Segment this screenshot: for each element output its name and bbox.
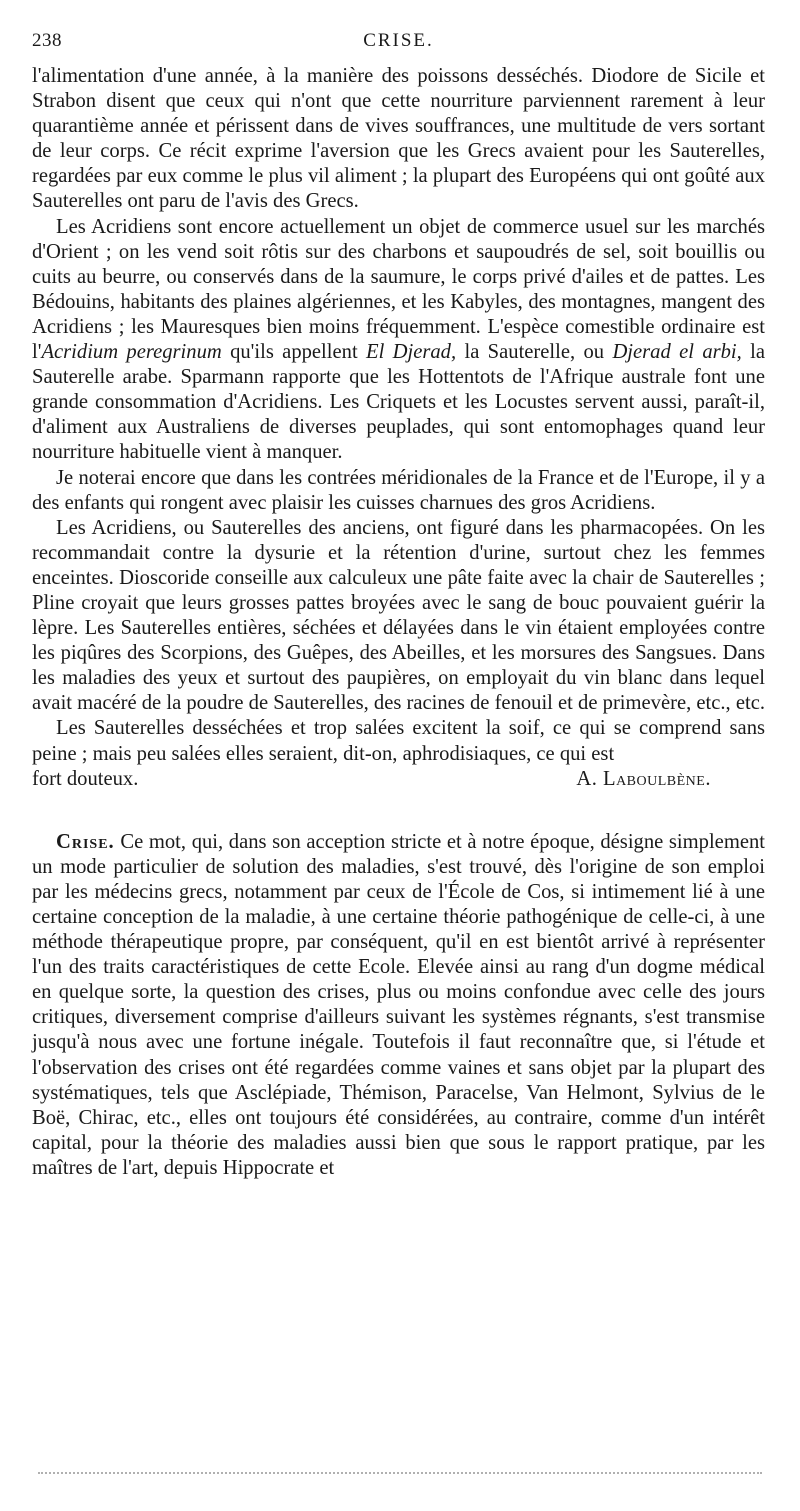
article-text: Ce mot, qui, dans son acception stricte et à notre époque, désigne simplement un mode particulier de solution des maladies, s'est trouvé, dès l'origine de son emploi par les médecins grecs, notamment par ceux de l'École de Cos, si intimement lié à une certaine conception de la maladie, à une certaine théorie pathogénique de celle-ci, à une méthode thérapeutique propre, par conséquent, qu'il en est bientôt arrivé à représenter l'un des traits caractéristiques de cette Ecole. Elevée ainsi au rang d'un dogme médical en quelque sorte, la question des crises, plus ou moins confondue avec celle des jours critiques, diversement comprise d'ailleurs suivant les systèmes régnants, s'est transmise jusqu'à nous avec une fortune inégale. Toutefois il faut reconnaître que, si l'étude et l'observation des crises ont été regardées comme vaines et sans objet par la plupart des systématiques, tels que Asclépiade, Thémison, Paracelse, Van Helmont, Sylvius de le Boë, Chirac, etc., elles ont toujours été considérées, au contraire, comme d'un intérêt capital, pour la théorie des maladies aussi bien que sous le rapport pratique, par les maîtres de l'art, depuis Hippocrate et	[32, 830, 765, 1179]
text-span: qu'ils appellent	[221, 341, 366, 364]
text-span: Les Acridiens sont encore actuellement un objet de commerce usuel sur les marchés d'Orient ; on les vend soit rôtis sur des charbons et saupoudrés de sel, soit bouillis ou cuits au beurre, ou conservés dans de la saumure, le corps privé d'ailes et de pattes. Les Bédouins, habitants des plaines algériennes, et les Kabyles, des montagnes, mangent des Acridiens ; les Mauresques bien moins fréquemment. L'espèce comestible ordinaire est l'	[32, 215, 765, 364]
running-title: CRISE.	[363, 30, 434, 51]
page-number: 238	[32, 30, 62, 51]
paragraph-closing: Les Sauterelles desséchées et trop salées excitent la soif, ce qui se comprend sans peine ; mais peu salées elles seraient, dit-on, aphrodisiaques, ce qui est	[32, 717, 765, 765]
text-span: la Sauterelle arabe. Sparmann rapporte que les Hottentots de l'Afrique australe font une grande consommation d'Acridiens. Les Criquets et les Locustes servent aussi, paraît-il, d'aliment aux Australiens de diverses peuplades, qui sont entomophages quand leur nourriture habituelle vient à manquer.	[32, 341, 765, 464]
paragraph-continued: l'alimentation d'une année, à la manière des poissons desséchés. Diodore de Sicile et Strabon disent que ceux qui n'ont que cette nourriture parviennent rarement à leur quarantième année et périssent dans de vives souffrances, une multitude de vers sortant de leur corps. Ce récit exprime l'aversion que les Grecs avaient pour les Sauterelles, regardées par eux comme le plus vil aliment ; la plupart des Européens qui ont goûté aux Sauterelles ont paru de l'avis des Grecs.	[32, 65, 765, 213]
author-signature: A. Laboulbène.	[576, 767, 711, 790]
page-body	[32, 64, 765, 1181]
page-header	[32, 30, 765, 64]
arabic-name: El Djerad,	[366, 341, 457, 364]
arabic-name: Djerad el arbi,	[612, 341, 742, 364]
species-name: Acridium peregrinum	[41, 341, 222, 364]
text-span: la Sauterelle, ou	[456, 341, 613, 364]
paragraph-children: Je noterai encore que dans les contrées méridionales de la France et de l'Europe, il y a des enfants qui rongent avec plaisir les cuisses charnues des gros Acridiens.	[32, 466, 765, 514]
footer-rule	[38, 1472, 762, 1474]
paragraph-commerce	[32, 215, 765, 466]
article-headword: Crise.	[56, 830, 115, 853]
signature-line	[32, 767, 765, 792]
page	[32, 30, 765, 1181]
article-crise	[32, 830, 765, 1181]
closing-text: fort douteux.	[32, 767, 139, 790]
paragraph-pharmacopoeia: Les Acridiens, ou Sauterelles des anciens, ont figuré dans les pharmacopées. On les recommandait contre la dysurie et la rétention d'urine, surtout chez les femmes enceintes. Dioscoride conseille aux calculeux une pâte faite avec la chair de Sauterelles ; Pline croyait que leurs grosses pattes broyées avec le sang de bouc pouvaient guérir la lèpre. Les Sauterelles entières, séchées et délayées dans le vin étaient employées contre les piqûres des Scorpions, des Guêpes, des Abeilles, et les morsures des Sangsues. Dans les maladies des yeux et surtout des paupières, on employait du vin blanc dans lequel avait macéré de la poudre de Sauterelles, des racines de fenouil et de primevère, etc., etc.	[32, 516, 766, 715]
